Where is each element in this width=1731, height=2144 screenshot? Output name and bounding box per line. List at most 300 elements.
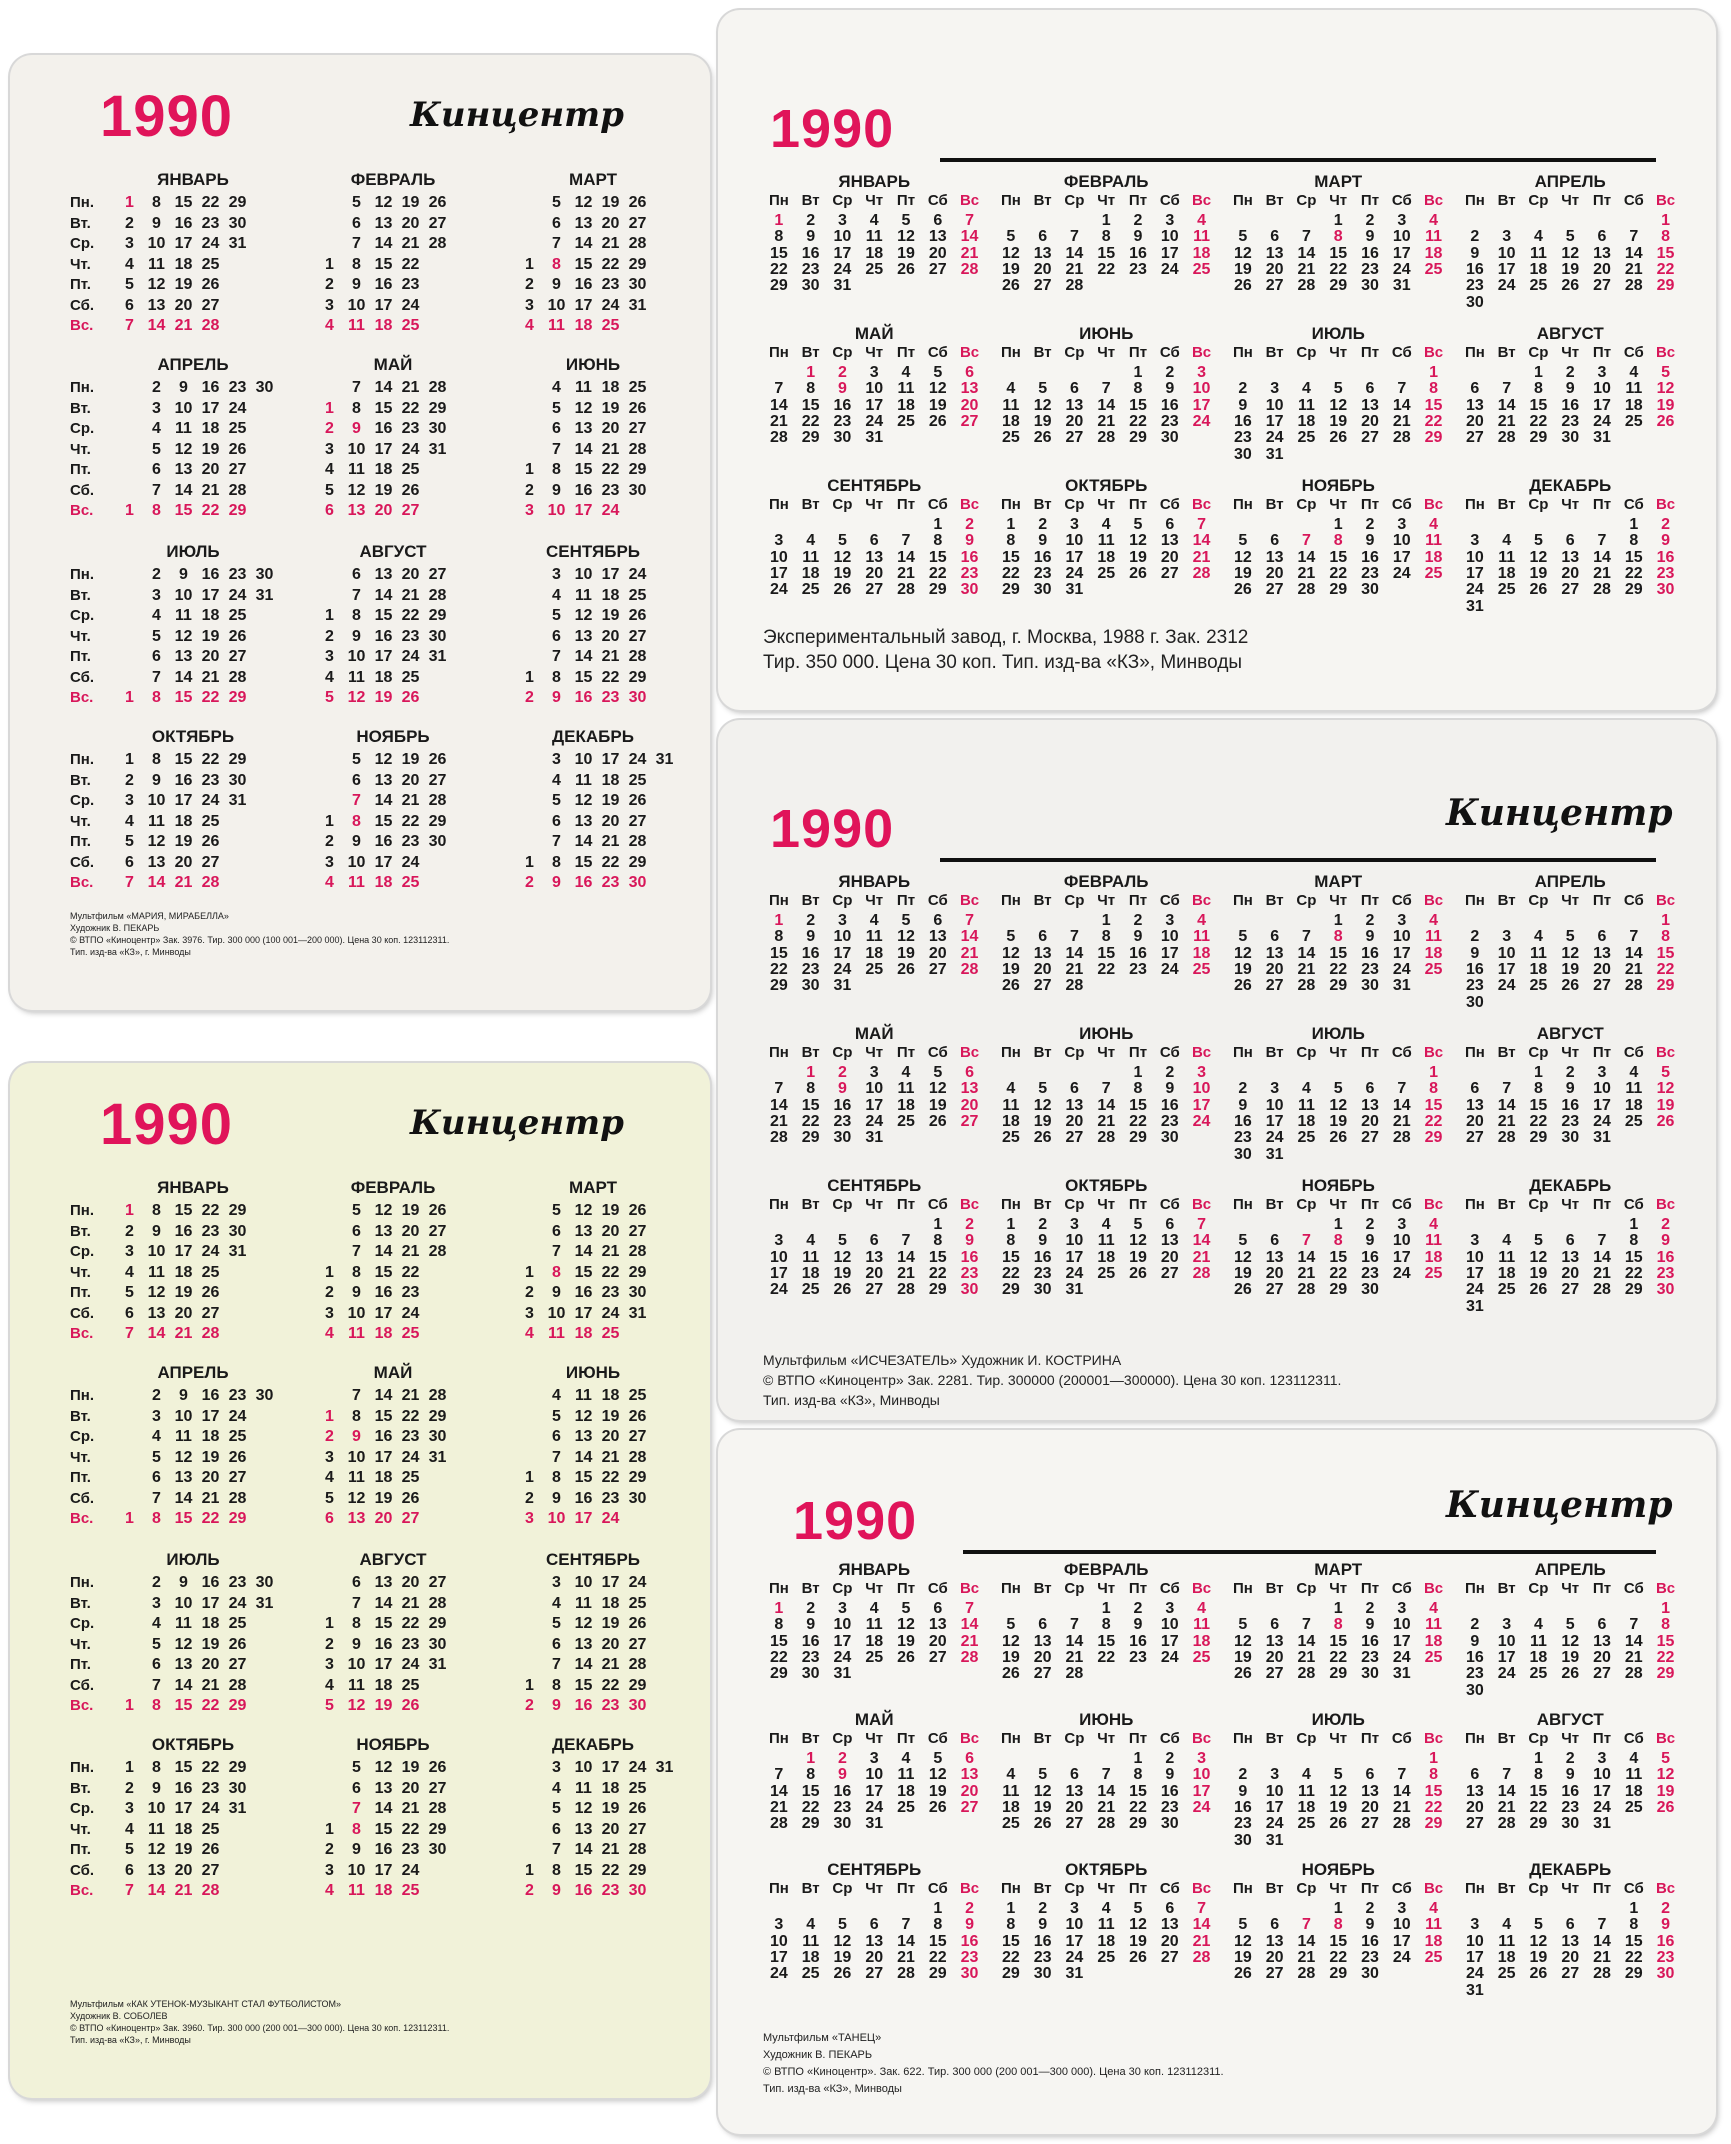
day-cell: 4 — [869, 212, 879, 229]
day-cell: 21 — [897, 1948, 915, 1966]
day-cell: 12 — [1233, 1632, 1252, 1650]
day-cell: 21 — [1297, 1648, 1316, 1666]
day-cell: 11 — [575, 771, 592, 789]
day-cell: 25 — [228, 420, 247, 437]
day-cell: 8 — [152, 751, 161, 768]
day-cell: 20 — [960, 1096, 979, 1114]
day-cell: 25 — [1497, 581, 1516, 599]
day-cell: 10 — [1192, 1080, 1211, 1098]
day-cell: 8 — [1661, 1616, 1670, 1634]
day-cell: 2 — [325, 1428, 334, 1445]
day-cell: 8 — [774, 928, 784, 946]
day-cell: 4 — [1502, 1916, 1512, 1934]
day-cell: 1 — [1661, 912, 1670, 929]
day-cell: 20 — [1361, 412, 1379, 430]
day-cell: 10 — [865, 380, 884, 398]
day-cell: 17 — [374, 440, 393, 458]
day-cell: 8 — [552, 255, 561, 273]
day-cell: 24 — [865, 1798, 884, 1816]
day-cell: 2 — [152, 1574, 161, 1591]
day-cell: 7 — [552, 648, 561, 665]
weekday-header: Вс — [959, 1196, 980, 1213]
day-cell: 7 — [352, 235, 361, 252]
day-cell: 17 — [865, 396, 884, 414]
day-cell: 27 — [628, 1428, 647, 1445]
day-cell: 30 — [1361, 977, 1379, 995]
day-cell: 5 — [1133, 516, 1143, 533]
day-cell: 12 — [347, 1697, 366, 1714]
day-cell: 2 — [325, 276, 334, 293]
day-cell: 24 — [833, 260, 852, 278]
day-cell: 29 — [228, 751, 247, 768]
weekday-header: Ср — [1296, 1044, 1317, 1061]
day-cell: 26 — [1001, 1665, 1020, 1683]
day-cell: 7 — [1301, 532, 1311, 550]
day-cell: 22 — [1656, 260, 1675, 278]
day-cell: 17 — [833, 1632, 852, 1650]
day-cell: 31 — [833, 1665, 852, 1683]
day-cell: 27 — [1265, 1665, 1284, 1683]
day-cell: 24 — [1392, 960, 1411, 978]
day-cell: 18 — [897, 1782, 915, 1800]
day-cell: 18 — [1424, 548, 1443, 566]
day-cell: 2 — [325, 833, 334, 850]
day-cell: 7 — [1397, 380, 1407, 398]
day-cell: 7 — [125, 874, 134, 891]
day-cell: 23 — [960, 564, 979, 582]
day-cell: 27 — [228, 461, 247, 478]
day-cell: 16 — [960, 1932, 979, 1950]
day-cell: 5 — [325, 1697, 334, 1714]
weekday-header: Чт — [865, 1044, 884, 1061]
day-cell: 29 — [769, 1665, 788, 1683]
day-cell: 7 — [1629, 928, 1639, 946]
day-cell: 4 — [1006, 1080, 1016, 1098]
weekday-header: Пт — [896, 1730, 916, 1747]
day-cell: 1 — [125, 1202, 134, 1219]
weekday-header: Пн — [1232, 496, 1253, 513]
day-cell: 13 — [374, 1222, 393, 1240]
day-cell: 26 — [1656, 1798, 1675, 1816]
day-cell: 20 — [601, 214, 620, 232]
card-bottom-left — [10, 1063, 710, 2098]
day-cell: 7 — [552, 833, 561, 850]
day-cell: 20 — [1465, 1798, 1484, 1816]
day-cell: 15 — [1129, 1782, 1147, 1800]
day-cell: 15 — [374, 399, 393, 417]
footer-credits — [763, 625, 1681, 675]
day-cell: 18 — [601, 1779, 620, 1797]
day-cell: 23 — [1656, 564, 1675, 582]
footer-line: © ВТПО «Киноцентр» Зак. 3976. Тир. 300 000 (100 001—200 000). Цена 30 коп. 123112311. — [70, 935, 450, 945]
day-cell: 6 — [869, 532, 879, 550]
day-cell: 26 — [228, 1448, 247, 1466]
day-cell: 20 — [1065, 412, 1084, 430]
weekday-header: Вс — [959, 1880, 980, 1897]
day-cell: 2 — [325, 420, 334, 437]
day-cell: 18 — [601, 1387, 620, 1404]
day-cell: 23 — [1129, 260, 1147, 278]
day-cell: 22 — [401, 1820, 420, 1838]
day-cell: 17 — [1497, 960, 1516, 978]
day-cell: 28 — [628, 648, 647, 665]
day-cell: 22 — [1329, 260, 1348, 278]
day-cell: 8 — [1133, 1766, 1143, 1784]
day-cell: 25 — [1624, 1798, 1643, 1816]
weekday-label: Вт. — [70, 1222, 91, 1240]
day-cell: 30 — [960, 1281, 979, 1299]
day-cell: 31 — [655, 751, 674, 768]
day-cell: 13 — [174, 461, 193, 478]
weekday-header: Пн — [768, 192, 789, 209]
day-cell: 13 — [1561, 548, 1580, 566]
day-cell: 25 — [1001, 1815, 1020, 1833]
day-cell: 4 — [806, 532, 816, 550]
day-cell: 3 — [1397, 912, 1407, 929]
day-cell: 16 — [174, 1222, 193, 1240]
day-cell: 5 — [1038, 380, 1048, 398]
day-cell: 31 — [228, 1800, 247, 1817]
day-cell: 11 — [897, 380, 915, 398]
day-cell: 30 — [628, 874, 647, 891]
year-heading: 1990 — [770, 799, 895, 859]
header-rule — [940, 158, 1656, 162]
day-cell: 5 — [1006, 928, 1016, 946]
day-cell: 1 — [1333, 1216, 1343, 1233]
day-cell: 14 — [1593, 1932, 1611, 1950]
weekday-header: Ср — [1064, 192, 1085, 209]
day-cell: 8 — [1333, 228, 1343, 246]
day-cell: 14 — [1065, 244, 1084, 262]
day-cell: 18 — [1424, 944, 1443, 962]
day-cell: 17 — [174, 1800, 193, 1817]
day-cell: 17 — [1593, 1782, 1611, 1800]
weekday-header: Пт — [896, 892, 916, 909]
day-cell: 6 — [552, 1635, 561, 1653]
weekday-header: Сб — [1623, 1196, 1644, 1213]
day-cell: 3 — [1165, 912, 1175, 929]
day-cell: 25 — [1529, 1665, 1548, 1683]
weekday-header: Сб — [1391, 1730, 1412, 1747]
day-cell: 11 — [348, 317, 365, 334]
day-cell: 8 — [1006, 532, 1016, 550]
day-cell: 23 — [960, 1948, 979, 1966]
day-cell: 14 — [374, 1243, 393, 1260]
day-cell: 7 — [352, 792, 361, 809]
day-cell: 26 — [928, 1112, 947, 1130]
day-cell: 13 — [1065, 1096, 1084, 1114]
day-cell: 12 — [574, 1407, 593, 1425]
day-cell: 22 — [769, 960, 788, 978]
day-cell: 2 — [806, 212, 816, 229]
day-cell: 7 — [352, 1594, 361, 1612]
day-cell: 28 — [769, 1815, 788, 1833]
day-cell: 8 — [1533, 1766, 1543, 1784]
day-cell: 3 — [869, 1064, 879, 1081]
weekday-header: Чт — [1561, 1580, 1580, 1597]
weekday-label: Пн. — [70, 1759, 95, 1776]
weekday-header: Вт — [801, 892, 820, 909]
day-cell: 3 — [1470, 1916, 1480, 1934]
day-cell: 17 — [601, 566, 620, 583]
day-cell: 30 — [1656, 581, 1675, 599]
day-cell: 11 — [148, 255, 165, 273]
day-cell: 9 — [1661, 532, 1670, 550]
day-cell: 4 — [1533, 928, 1543, 946]
day-cell: 1 — [1101, 212, 1111, 229]
day-cell: 9 — [1038, 1232, 1048, 1250]
footer-line: Тип. изд-ва «КЗ», Минводы — [763, 2083, 902, 2095]
day-cell: 7 — [352, 586, 361, 604]
weekday-header: Чт — [1097, 1580, 1116, 1597]
month-name: ЯНВАРЬ — [157, 170, 229, 189]
day-cell: 13 — [1265, 1632, 1284, 1650]
day-cell: 26 — [428, 751, 447, 768]
day-cell: 2 — [1365, 1900, 1375, 1917]
day-cell: 27 — [1160, 1948, 1179, 1966]
day-cell: 1 — [1333, 212, 1343, 229]
day-cell: 5 — [552, 1800, 561, 1817]
day-cell: 23 — [201, 1222, 220, 1240]
day-cell: 23 — [1361, 260, 1379, 278]
weekday-header: Пн — [1000, 1730, 1021, 1747]
day-cell: 28 — [1624, 277, 1643, 295]
day-cell: 25 — [628, 379, 647, 396]
weekday-header: Вт — [1497, 1730, 1516, 1747]
day-cell: 18 — [374, 1882, 393, 1899]
weekday-header: Ср — [1296, 496, 1317, 513]
day-cell: 2 — [1565, 364, 1575, 381]
day-cell: 11 — [575, 1387, 592, 1404]
day-cell: 14 — [147, 317, 166, 334]
day-cell: 22 — [1097, 1648, 1116, 1666]
day-cell: 17 — [374, 296, 393, 314]
day-cell: 2 — [1365, 912, 1375, 929]
day-cell: 7 — [1069, 928, 1079, 946]
day-cell: 5 — [1333, 380, 1343, 398]
day-cell: 12 — [574, 194, 593, 211]
day-cell: 27 — [928, 1648, 947, 1666]
day-cell: 10 — [865, 1080, 884, 1098]
day-cell: 23 — [1233, 429, 1252, 447]
day-cell: 2 — [525, 1882, 534, 1899]
day-cell: 27 — [1265, 1965, 1284, 1983]
day-cell: 22 — [801, 412, 820, 430]
day-cell: 23 — [1561, 412, 1580, 430]
day-cell: 25 — [1097, 1264, 1116, 1282]
day-cell: 17 — [1392, 548, 1411, 566]
day-cell: 21 — [1297, 1948, 1316, 1966]
weekday-header: Вс — [1423, 1044, 1444, 1061]
day-cell: 27 — [228, 1656, 247, 1673]
day-cell: 22 — [1529, 412, 1548, 430]
day-cell: 10 — [1265, 1782, 1284, 1800]
month-name: ИЮЛЬ — [1311, 1024, 1365, 1043]
day-cell: 18 — [1097, 1248, 1116, 1266]
day-cell: 21 — [769, 1112, 788, 1130]
day-cell: 1 — [806, 364, 816, 381]
day-cell: 24 — [1465, 1965, 1484, 1983]
day-cell: 12 — [1329, 1096, 1348, 1114]
day-cell: 2 — [1038, 516, 1048, 533]
day-cell: 8 — [1333, 1232, 1343, 1250]
day-cell: 8 — [933, 1232, 943, 1250]
day-cell: 3 — [552, 566, 561, 583]
weekday-header: Вт — [801, 496, 820, 513]
day-cell: 6 — [352, 214, 361, 232]
day-cell: 11 — [865, 928, 883, 946]
day-cell: 7 — [125, 1882, 134, 1899]
day-cell: 9 — [152, 771, 161, 789]
day-cell: 14 — [574, 235, 593, 252]
year-heading: 1990 — [100, 84, 234, 149]
day-cell: 13 — [1361, 1096, 1379, 1114]
day-cell: 4 — [901, 364, 911, 381]
day-cell: 5 — [1038, 1080, 1048, 1098]
day-cell: 12 — [1001, 944, 1020, 962]
day-cell: 11 — [865, 228, 883, 246]
day-cell: 4 — [1429, 516, 1438, 533]
day-cell: 9 — [806, 228, 816, 246]
day-cell: 15 — [174, 1759, 193, 1776]
day-cell: 25 — [1001, 1129, 1020, 1147]
day-cell: 16 — [1160, 1096, 1179, 1114]
day-cell: 9 — [152, 1779, 161, 1797]
day-cell: 5 — [1238, 532, 1248, 550]
day-cell: 28 — [1192, 1264, 1211, 1282]
day-cell: 25 — [1097, 564, 1116, 582]
day-cell: 6 — [933, 1600, 943, 1617]
day-cell: 27 — [1265, 977, 1284, 995]
day-cell: 7 — [901, 1916, 911, 1934]
day-cell: 29 — [1624, 581, 1643, 599]
day-cell: 11 — [1425, 928, 1443, 946]
weekday-header: Чт — [1097, 1044, 1116, 1061]
day-cell: 5 — [933, 1064, 943, 1081]
month-name: ФЕВРАЛЬ — [350, 170, 436, 189]
weekday-header: Пн — [1232, 1730, 1253, 1747]
day-cell: 20 — [960, 1782, 979, 1800]
day-cell: 11 — [1002, 1782, 1020, 1800]
day-cell: 16 — [1361, 1932, 1379, 1950]
weekday-label: Пн. — [70, 1387, 95, 1404]
day-cell: 17 — [374, 1304, 393, 1322]
weekday-header: Вс — [959, 1044, 980, 1061]
month-name: АВГУСТ — [359, 542, 427, 561]
day-cell: 4 — [1429, 212, 1438, 229]
day-cell: 22 — [401, 399, 420, 417]
day-cell: 30 — [255, 1574, 274, 1591]
day-cell: 18 — [1097, 1932, 1116, 1950]
day-cell: 13 — [1561, 1248, 1580, 1266]
day-cell: 31 — [228, 235, 247, 252]
day-cell: 12 — [347, 1489, 366, 1507]
day-cell: 27 — [1361, 429, 1379, 447]
weekday-header: Сб — [1623, 192, 1644, 209]
day-cell: 4 — [1006, 1766, 1016, 1784]
day-cell: 30 — [628, 1489, 647, 1507]
day-cell: 28 — [1297, 1281, 1316, 1299]
day-cell: 7 — [1101, 380, 1111, 398]
weekday-header: Чт — [1329, 1196, 1348, 1213]
weekday-header: Чт — [1561, 1196, 1580, 1213]
day-cell: 6 — [125, 296, 134, 314]
day-cell: 8 — [352, 812, 361, 830]
day-cell: 10 — [347, 1304, 366, 1322]
day-cell: 27 — [1593, 277, 1611, 295]
day-cell: 9 — [1470, 1632, 1480, 1650]
day-cell: 15 — [1529, 396, 1548, 414]
day-cell: 17 — [833, 244, 852, 262]
day-cell: 19 — [401, 194, 420, 211]
day-cell: 21 — [401, 1594, 420, 1612]
day-cell: 3 — [1270, 1080, 1280, 1098]
weekday-header: Пн — [768, 1196, 789, 1213]
day-cell: 4 — [869, 1600, 879, 1617]
weekday-header: Чт — [1097, 1730, 1116, 1747]
day-cell: 26 — [1329, 1815, 1348, 1833]
day-cell: 16 — [374, 1284, 393, 1301]
day-cell: 5 — [152, 1635, 161, 1653]
day-cell: 29 — [801, 1815, 820, 1833]
day-cell: 25 — [401, 874, 420, 891]
day-cell: 26 — [1233, 1665, 1252, 1683]
day-cell: 16 — [1160, 396, 1179, 414]
day-cell: 18 — [1497, 1948, 1516, 1966]
weekday-header: Пн — [1000, 192, 1021, 209]
day-cell: 4 — [552, 379, 561, 396]
day-cell: 18 — [1097, 548, 1116, 566]
day-cell: 5 — [837, 532, 847, 550]
weekday-label: Вс. — [70, 317, 94, 334]
day-cell: 29 — [1001, 1965, 1020, 1983]
weekday-header: Чт — [1329, 1044, 1348, 1061]
day-cell: 21 — [201, 481, 220, 499]
day-cell: 18 — [1001, 1112, 1020, 1130]
weekday-header: Пн — [1464, 192, 1485, 209]
day-cell: 26 — [628, 1615, 647, 1632]
day-cell: 12 — [1656, 380, 1675, 398]
day-cell: 1 — [525, 853, 534, 871]
footer-line: Тир. 350 000. Цена 30 коп. Тип. изд-ва «КЗ», Минводы — [763, 652, 1243, 673]
month-name: НОЯБРЬ — [356, 1735, 430, 1754]
weekday-header: Ср — [832, 1880, 853, 1897]
day-cell: 13 — [574, 420, 593, 437]
day-cell: 28 — [1192, 1948, 1211, 1966]
day-cell: 14 — [1065, 1632, 1084, 1650]
day-cell: 23 — [1361, 1648, 1379, 1666]
day-cell: 18 — [1624, 396, 1643, 414]
month-name: ДЕКАБРЬ — [1529, 1176, 1612, 1195]
day-cell: 17 — [865, 1782, 884, 1800]
day-cell: 5 — [552, 399, 561, 417]
day-cell: 8 — [933, 1916, 943, 1934]
weekday-header: Вт — [1033, 1730, 1052, 1747]
day-cell: 13 — [1265, 1932, 1284, 1950]
day-cell: 21 — [1392, 1112, 1411, 1130]
day-cell: 3 — [325, 1448, 334, 1466]
day-cell: 2 — [525, 1697, 534, 1714]
day-cell: 2 — [1470, 928, 1480, 946]
day-cell: 3 — [837, 212, 847, 229]
card-bottom-right — [718, 1430, 1716, 2134]
day-cell: 15 — [174, 751, 193, 768]
day-cell: 1 — [125, 1759, 134, 1776]
day-cell: 31 — [628, 296, 647, 314]
weekday-header: Пн — [1232, 892, 1253, 909]
day-cell: 11 — [1625, 1766, 1643, 1784]
day-cell: 14 — [1097, 1782, 1116, 1800]
